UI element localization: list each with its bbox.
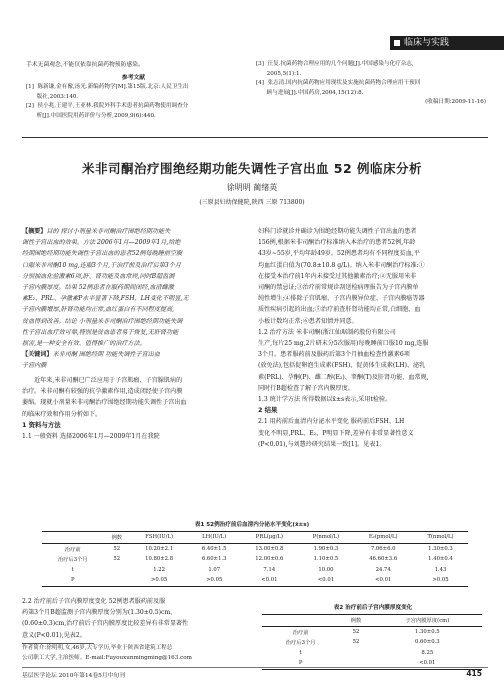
table-cell: 13.00±0.8 — [255, 545, 284, 552]
table-cell: 治疗前 — [292, 629, 309, 636]
body-line: 质性疾病引起的出血;⑤治疗前查肝肾功能均正常,白细胞、血 — [258, 306, 421, 314]
abstract-line: 调性子宫出血的效果。方法 2006年1月—2009年1月,给绝 — [22, 239, 181, 247]
author-note — [22, 644, 247, 663]
table-cell: 1.90±0.3 — [313, 545, 339, 552]
body-line: 纯性增生;④排除子宫肌瘤、子宫内膜异位症、子宫内膜癌等器 — [258, 295, 425, 303]
abstract-line: 贫血得到改善。结论 小剂量米非司酮治疗围绝经期功能失调 — [22, 317, 183, 325]
authors: 徐明明 蔺绪英 — [226, 183, 278, 192]
abstract-line: 素E₂、PRL、孕激素P水平显著下降,FSH、LH变化不明显,无 — [22, 295, 189, 303]
body-line: 3个月。患者服药前及服药后第3个月抽血检查性激素6项 — [258, 351, 410, 359]
table-cell: <0.01 — [261, 577, 278, 584]
table-cell: 6.60±1.3 — [201, 556, 227, 563]
ref-line: 顾与进展[J].中国药房,2004,15(12):8. — [256, 89, 364, 96]
body-line: (放免法),包括促卵泡生成素(FSH)、促黄体生成素(LH)、泌乳 — [258, 362, 426, 370]
table-cell — [103, 575, 130, 586]
author-note-line: 作者简介:徐明明,女,46岁,大专学历,毕业于陕西省建筑工程总 — [22, 645, 173, 651]
table-cell: 1.30±0.5 — [414, 628, 440, 635]
table-cell: <0.01 — [375, 577, 392, 584]
table-cell: 1.22 — [153, 566, 165, 573]
table-cell — [42, 532, 103, 544]
ref-line: 2005,5(1):1. — [256, 70, 302, 77]
body-line: 均血红蛋白值为(70.8±10.8 g/L)。纳入米非司酮治疗标准:① — [258, 261, 425, 269]
body-line: 妇科门诊就诊并确诊为围绝经期功能失调性子宫出血的患者 — [258, 228, 417, 235]
body-line: 1.1 一般资料 选择2006年1月—2009年1月在我院 — [22, 433, 160, 441]
affiliation: (三原县妇幼保健院,陕西 三原 713800) — [199, 199, 305, 206]
intro-text: 手术无菌观念,不能仅依靠抗菌药物预防感染。 — [26, 62, 144, 68]
table-cell: 52 — [113, 556, 121, 563]
table-cell: 12.00±0.6 — [255, 556, 284, 563]
table-cell: 46.60±3.6 — [369, 556, 398, 563]
table-cell: 10.80±2.8 — [145, 556, 174, 563]
table-cell: 6.40±1.5 — [201, 545, 227, 552]
abstract-line: 经期围绝经期功能失调性子宫出血的患者52例每晚睡前空腹 — [22, 250, 183, 258]
keywords-line: 米非司酮 围绝经期 功能失调性子宫出血 — [52, 351, 160, 359]
table-header-row — [262, 615, 482, 627]
body-line: 司酮的禁忌证;③治疗前常规诊刮送检病理报告为子宫内膜单 — [258, 284, 419, 292]
table-cell: 24.74 — [375, 566, 391, 573]
body-line: (0.60±0.3)cm,治疗前后子宫内膜厚度比较差异有非常显著性 — [22, 620, 189, 628]
table-row — [42, 554, 468, 565]
table-cell — [339, 648, 372, 659]
square-icon — [394, 40, 400, 46]
table-cell: 治疗后3个月 — [57, 557, 88, 564]
table-cell: 1.40±0.4 — [428, 556, 453, 563]
body-line: 近年来,米非司酮已广泛应用于子宫肌瘤、子宫腺肌病的 — [34, 377, 183, 384]
section-heading: 1 资料与方法 — [22, 420, 61, 429]
table-cell: >0.05 — [150, 577, 168, 584]
body-line: 的临床疗效和作用分析如下。 — [22, 410, 102, 418]
keywords-line: 子宫内膜 — [22, 362, 47, 370]
table-cell — [103, 565, 130, 576]
table-cell: 8.25 — [421, 649, 434, 656]
ref-line: 版社,2003:140. — [26, 93, 79, 100]
abstract — [22, 226, 242, 372]
received-date: (收稿日期:2009-11-16) — [425, 99, 486, 106]
table-cell: 治疗前 — [64, 546, 81, 553]
body-line: 43岁~55岁,平均年龄49岁。52例患者均有不同程度贫血,平 — [258, 250, 420, 258]
body-line: 2.2 治疗前后子宫内膜厚度变化 52例患者服药前及服 — [22, 598, 166, 605]
abstract-line: 子宫内膜增厚,肝肾功能均正常,血红蛋白有不同程度提高, — [22, 306, 175, 314]
abstract-line: 损害,是一种安全有效、值得推广的治疗方法。 — [22, 340, 146, 348]
table-row — [262, 648, 482, 659]
table-header: LH(IU/L) — [202, 534, 227, 541]
abstract-line: 分别抽血化验激素6项,肝、肾功能及血常规,同时B超监测 — [22, 272, 175, 280]
body-line: 素(PRL)、孕酮(P)、雌二醇(E₂)、睾酮(T)及肝肾功能、血常规, — [258, 373, 429, 381]
ref-line: [2] 侯小兆,王建平,王亚林.我院外科手术患者抗菌药物使用调查分 — [26, 103, 189, 110]
table-cell: 52 — [352, 639, 360, 646]
body-line: 1.2 治疗方法 米非司酮(浙江仙琚制药股份有限公司 — [258, 328, 396, 336]
table-header: T(nmol/L) — [427, 534, 454, 541]
body-line: 156例,根据米非司酮治疗标准纳入本治疗的患者52例,年龄 — [258, 239, 416, 247]
abstract-label: 【摘要】 — [22, 228, 47, 235]
table-row — [42, 565, 468, 576]
table-header: PRL(μg/L) — [255, 534, 283, 541]
table-cell: 52 — [113, 545, 121, 552]
divider — [22, 137, 488, 138]
table-cell: 10.00 — [318, 566, 334, 573]
table-cell: 10.20±2.1 — [145, 545, 174, 552]
table1 — [42, 531, 468, 587]
table-cell: 7.06±6.0 — [370, 545, 396, 552]
article-title: 米非司酮治疗围绝经期功能失调性子宫出血 52 例临床分析 — [81, 161, 423, 176]
body-line: 意义(P<0.01),见表2。 — [22, 631, 86, 639]
journal-footer: 基层医学论坛 2010年第14卷5月中旬刊 — [22, 673, 126, 679]
table-cell: 1.10±0.5 — [313, 556, 339, 563]
table-cell: <0.01 — [419, 660, 436, 667]
top-right-block — [256, 60, 486, 108]
table-row — [42, 543, 468, 554]
body-line: 生产,每片25 mg,2片研末分5次服用)每晚睡前口服10 mg,连服 — [258, 340, 429, 348]
ref-line: [3] 汪复.抗菌药物合理应用的几个问题[J].中国感染与化疗杂志, — [256, 61, 414, 67]
table-header: E₂(pmol/L) — [368, 534, 398, 541]
footer-divider — [22, 667, 488, 668]
body-line: 变化不明显,PRL、E₂、P明显下降,差异有非常显著性意义 — [258, 429, 414, 437]
body-line: 2.1 用药前后血清内分泌水平变化 服药前后FSH、LH — [258, 418, 405, 426]
body-line: (P<0.01),与刘慧玲研究结果一致[1]。见表1。 — [258, 440, 386, 448]
body-line: 同时行B超检查了解子宫内膜厚度。 — [258, 384, 354, 392]
abstract-line: 目的 探讨小剂量米非司酮治疗围绝经期功能失 — [46, 228, 171, 235]
table-cell: 7.14 — [263, 566, 276, 573]
body-line: 小板计数均正常;⑥患者知情并同意。 — [258, 317, 358, 325]
ref-line: [1] 陈新谦,金有豫,汤光.新编药物学[M].第15版.北京:人民卫生出 — [26, 84, 189, 91]
keywords-label: 【关键词】 — [22, 351, 53, 359]
table-header: FSH(IU/L) — [145, 534, 174, 541]
page-number: 415 — [466, 669, 482, 678]
abstract-line: 性子宫出血疗效可靠,特别是贫血患者易于恢复,无肝肾功能 — [22, 328, 179, 336]
table-header — [262, 615, 339, 627]
table-cell: 治疗后3个月 — [285, 640, 316, 647]
table2 — [262, 614, 482, 670]
table-cell: >0.05 — [432, 577, 449, 584]
table-cell: t — [299, 649, 302, 656]
ref-line: [4] 张志清.国内抗菌药物应用现状及实施抗菌药物合理应用干预回 — [256, 80, 421, 87]
table-header: 例数 — [350, 618, 362, 625]
table-cell: P — [70, 577, 75, 584]
table-cell: t — [71, 566, 74, 573]
refs-heading: 参考文献 — [121, 74, 146, 81]
table-header: 子宫内膜厚度(cm) — [405, 618, 450, 625]
table-cell: 1.07 — [208, 566, 221, 573]
author-note-line: 公司职工大学,主治医师。E-mail:Fuyouxunmingming@163.com — [22, 654, 192, 661]
table-cell: >0.05 — [206, 577, 223, 584]
body-line: 萎缩。现就小剂量米非司酮治疗围绝经期功能失调性子宫出血 — [22, 399, 187, 407]
body-line: 治疗。米非司酮有较强的抗孕激素作用,造成闭经使子宫内膜 — [22, 388, 183, 396]
left-bottom — [22, 596, 242, 641]
right-body — [258, 226, 488, 450]
table-cell: <0.01 — [317, 577, 335, 584]
abstract-line: 口服米非司酮10 mg,连服3个月,于治疗前及治疗后第3个月 — [22, 261, 181, 269]
section-label: 临床与实践 — [404, 38, 450, 48]
body-line: 1.3 统计学方法 所得数据以x̄±s表示,采用t检验。 — [258, 396, 392, 404]
table-cell: 1.43 — [434, 566, 447, 573]
table2-caption: 表2 治疗前后子宫内膜厚度变化 — [333, 605, 413, 611]
table-header: P(nmol/L) — [312, 534, 340, 541]
table-row — [262, 637, 482, 648]
top-left-block — [26, 60, 241, 122]
table-cell: 0.60±0.3 — [414, 639, 440, 646]
table1-caption: 表1 52例治疗前后血清内分泌水平变化(x̄±s) — [194, 522, 310, 528]
ref-line: 析[J].中国医院用药评价与分析,2009,9(6):440. — [26, 112, 156, 119]
table-cell: P — [298, 660, 303, 667]
body-line: 在接受本治疗前1年内未接受过其他激素治疗;②无服用米非 — [258, 272, 417, 280]
left-body — [22, 375, 242, 442]
table-header-row — [42, 532, 468, 544]
section-label-bar — [390, 36, 504, 50]
abstract-line: 子宫内膜厚度。结果 52例患者在服药期间闭经,血清雌激 — [22, 284, 174, 292]
table-row — [262, 626, 482, 637]
table-cell: 52 — [352, 628, 360, 635]
section-heading: 2 结果 — [258, 406, 278, 415]
body-line: 药第3个月B超监测子宫内膜厚度分别为(1.30±0.5)cm、 — [22, 609, 177, 617]
table-header: 例数 — [111, 535, 123, 542]
table-cell: 1.30±0.3 — [428, 545, 453, 552]
table-row — [42, 575, 468, 586]
